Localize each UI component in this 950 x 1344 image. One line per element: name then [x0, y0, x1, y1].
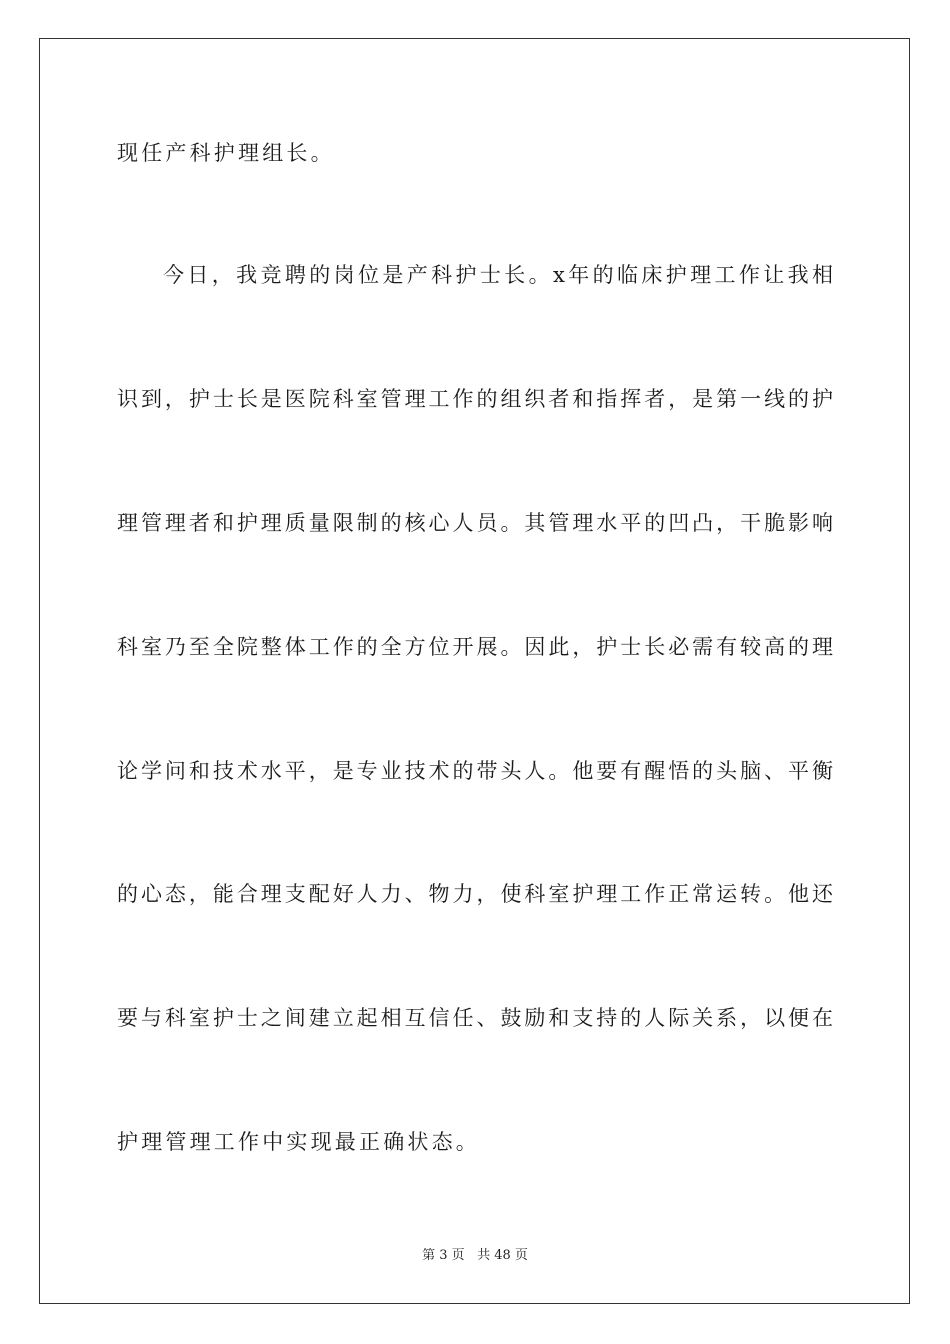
- paragraph-line: 护理管理工作中实现最正确状态。: [117, 1130, 480, 1154]
- paragraph-line: 今日，我竞聘的岗位是产科护士长。x年的临床护理工作让我相: [163, 263, 833, 287]
- paragraph-line: 识到，护士长是医院科室管理工作的组织者和指挥者，是第一线的护: [117, 387, 833, 411]
- paragraph-line: 论学问和技术水平，是专业技术的带头人。他要有醒悟的头脑、平衡: [117, 759, 833, 783]
- page-border: [39, 38, 910, 1304]
- paragraph-line: 理管理者和护理质量限制的核心人员。其管理水平的凹凸，干脆影响: [117, 511, 833, 535]
- paragraph-line: 科室乃至全院整体工作的全方位开展。因此，护士长必需有较高的理: [117, 635, 833, 659]
- page-total: 共 48 页: [477, 1248, 528, 1263]
- page-number: 第 3 页: [422, 1248, 465, 1263]
- paragraph-line: 现任产科护理组长。: [117, 141, 335, 165]
- page-footer: [0, 1247, 950, 1265]
- paragraph-line: 的心态，能合理支配好人力、物力，使科室护理工作正常运转。他还: [117, 882, 833, 906]
- paragraph-line: 要与科室护士之间建立起相互信任、鼓励和支持的人际关系，以便在: [117, 1006, 833, 1030]
